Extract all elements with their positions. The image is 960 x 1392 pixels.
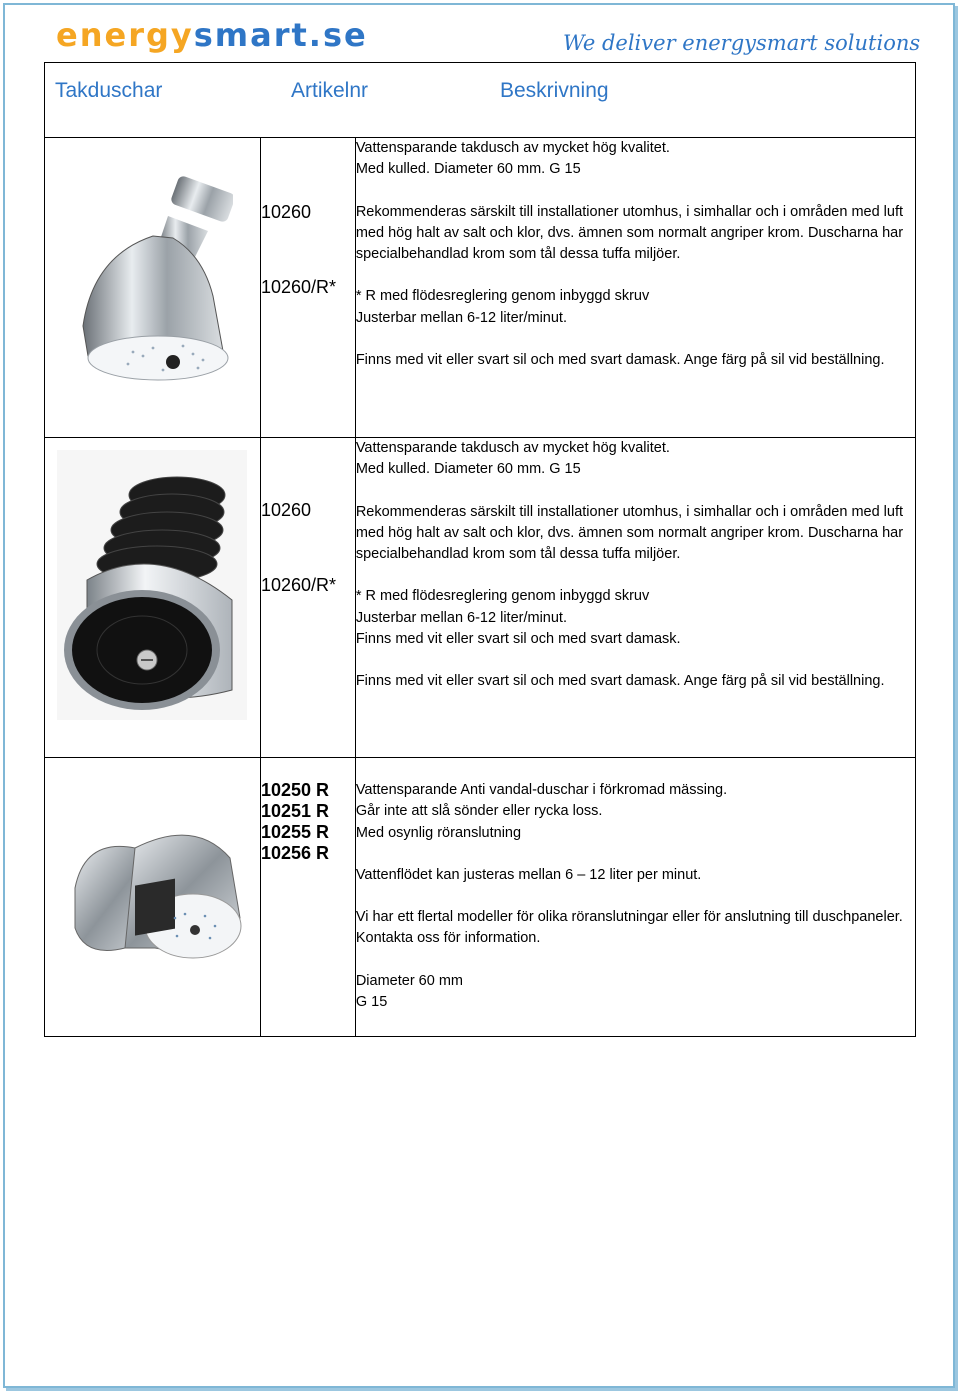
article-number: 10260	[260, 500, 312, 520]
desc-line: Med kulled. Diameter 60 mm. G 15	[355, 461, 581, 478]
desc-line: Diameter 60 mm	[355, 972, 463, 989]
shower-head-bellows-image	[57, 450, 247, 720]
desc-line: Finns med vit eller svart sil och med svart damask.	[355, 631, 681, 648]
article-number: 10256 R	[260, 843, 330, 863]
logo-smart: smart.se	[193, 16, 368, 54]
article-cell	[260, 758, 355, 1037]
desc-line: Justerbar mellan 6-12 liter/minut.	[355, 609, 567, 626]
header-beskrivning: Beskrivning	[500, 79, 609, 102]
header-takduschar: Takduschar	[55, 79, 163, 102]
desc-line: Vattensparande takdusch av mycket hög kvalitet.	[355, 440, 670, 456]
product-image-cell	[45, 438, 261, 758]
table-row	[45, 138, 916, 438]
product-image-cell	[45, 138, 261, 438]
desc-line: Rekommenderas särskilt till installationer utomhus, i simhallar och i områden med luft med hög halt av salt och klor, dvs. ämnen som normalt angriper krom. Duscharna har specialbehandlad krom som tål dessa tuffa miljöer.	[355, 503, 904, 563]
article-number: 10255 R	[260, 822, 330, 842]
desc-line: Vattensparande takdusch av mycket hög kvalitet.	[355, 140, 670, 156]
article-number: 10260	[260, 202, 312, 222]
article-number: 10260/R*	[260, 277, 337, 297]
desc-line: Vattenflödet kan justeras mellan 6 – 12 liter per minut.	[355, 866, 702, 883]
anti-vandal-shower-image	[65, 818, 245, 968]
article-number: 10260/R*	[260, 575, 337, 595]
shower-head-chrome-image	[73, 176, 233, 391]
logo-energy: energy	[56, 16, 194, 54]
product-image-cell	[45, 758, 261, 1037]
desc-line: * R med flödesreglering genom inbyggd skruv	[355, 588, 650, 605]
description-cell	[355, 758, 915, 1037]
table-header	[44, 62, 916, 138]
table-row	[45, 438, 916, 758]
desc-line: Vi har ett flertal modeller för olika röranslutningar eller för anslutning till duschpaneler. Kontakta oss för information.	[355, 909, 903, 947]
desc-line: * R med flödesreglering genom inbyggd skruv	[355, 288, 650, 305]
desc-line: Justerbar mellan 6-12 liter/minut.	[355, 309, 567, 326]
desc-line: Med kulled. Diameter 60 mm. G 15	[355, 161, 581, 178]
article-cell	[260, 438, 355, 758]
brand-tagline: We deliver energysmart solutions	[563, 31, 921, 55]
desc-line: Vattensparande Anti vandal-duschar i förkromad mässing.	[355, 782, 728, 798]
desc-line: Med osynlig röranslutning	[355, 824, 522, 841]
product-table	[44, 137, 916, 1037]
article-number: 10251 R	[260, 801, 330, 821]
article-cell	[260, 138, 355, 438]
desc-line: Finns med vit eller svart sil och med svart damask. Ange färg på sil vid beställning.	[355, 673, 885, 690]
table-row	[45, 758, 916, 1037]
article-number: 10250 R	[260, 780, 330, 800]
desc-line: Går inte att slå sönder eller rycka loss.	[355, 803, 603, 820]
desc-line: Finns med vit eller svart sil och med svart damask. Ange färg på sil vid beställning.	[355, 352, 885, 369]
header-artikelnr: Artikelnr	[291, 79, 369, 102]
desc-line: Rekommenderas särskilt till installationer utomhus, i simhallar och i områden med luft med hög halt av salt och klor, dvs. ämnen som normalt angriper krom. Duscharna har specialbehandlad krom som tål dessa tuffa miljöer.	[355, 203, 904, 263]
brand-logo	[56, 16, 368, 54]
description-cell	[355, 438, 915, 758]
desc-line: G 15	[355, 994, 388, 1011]
description-cell	[355, 138, 915, 438]
